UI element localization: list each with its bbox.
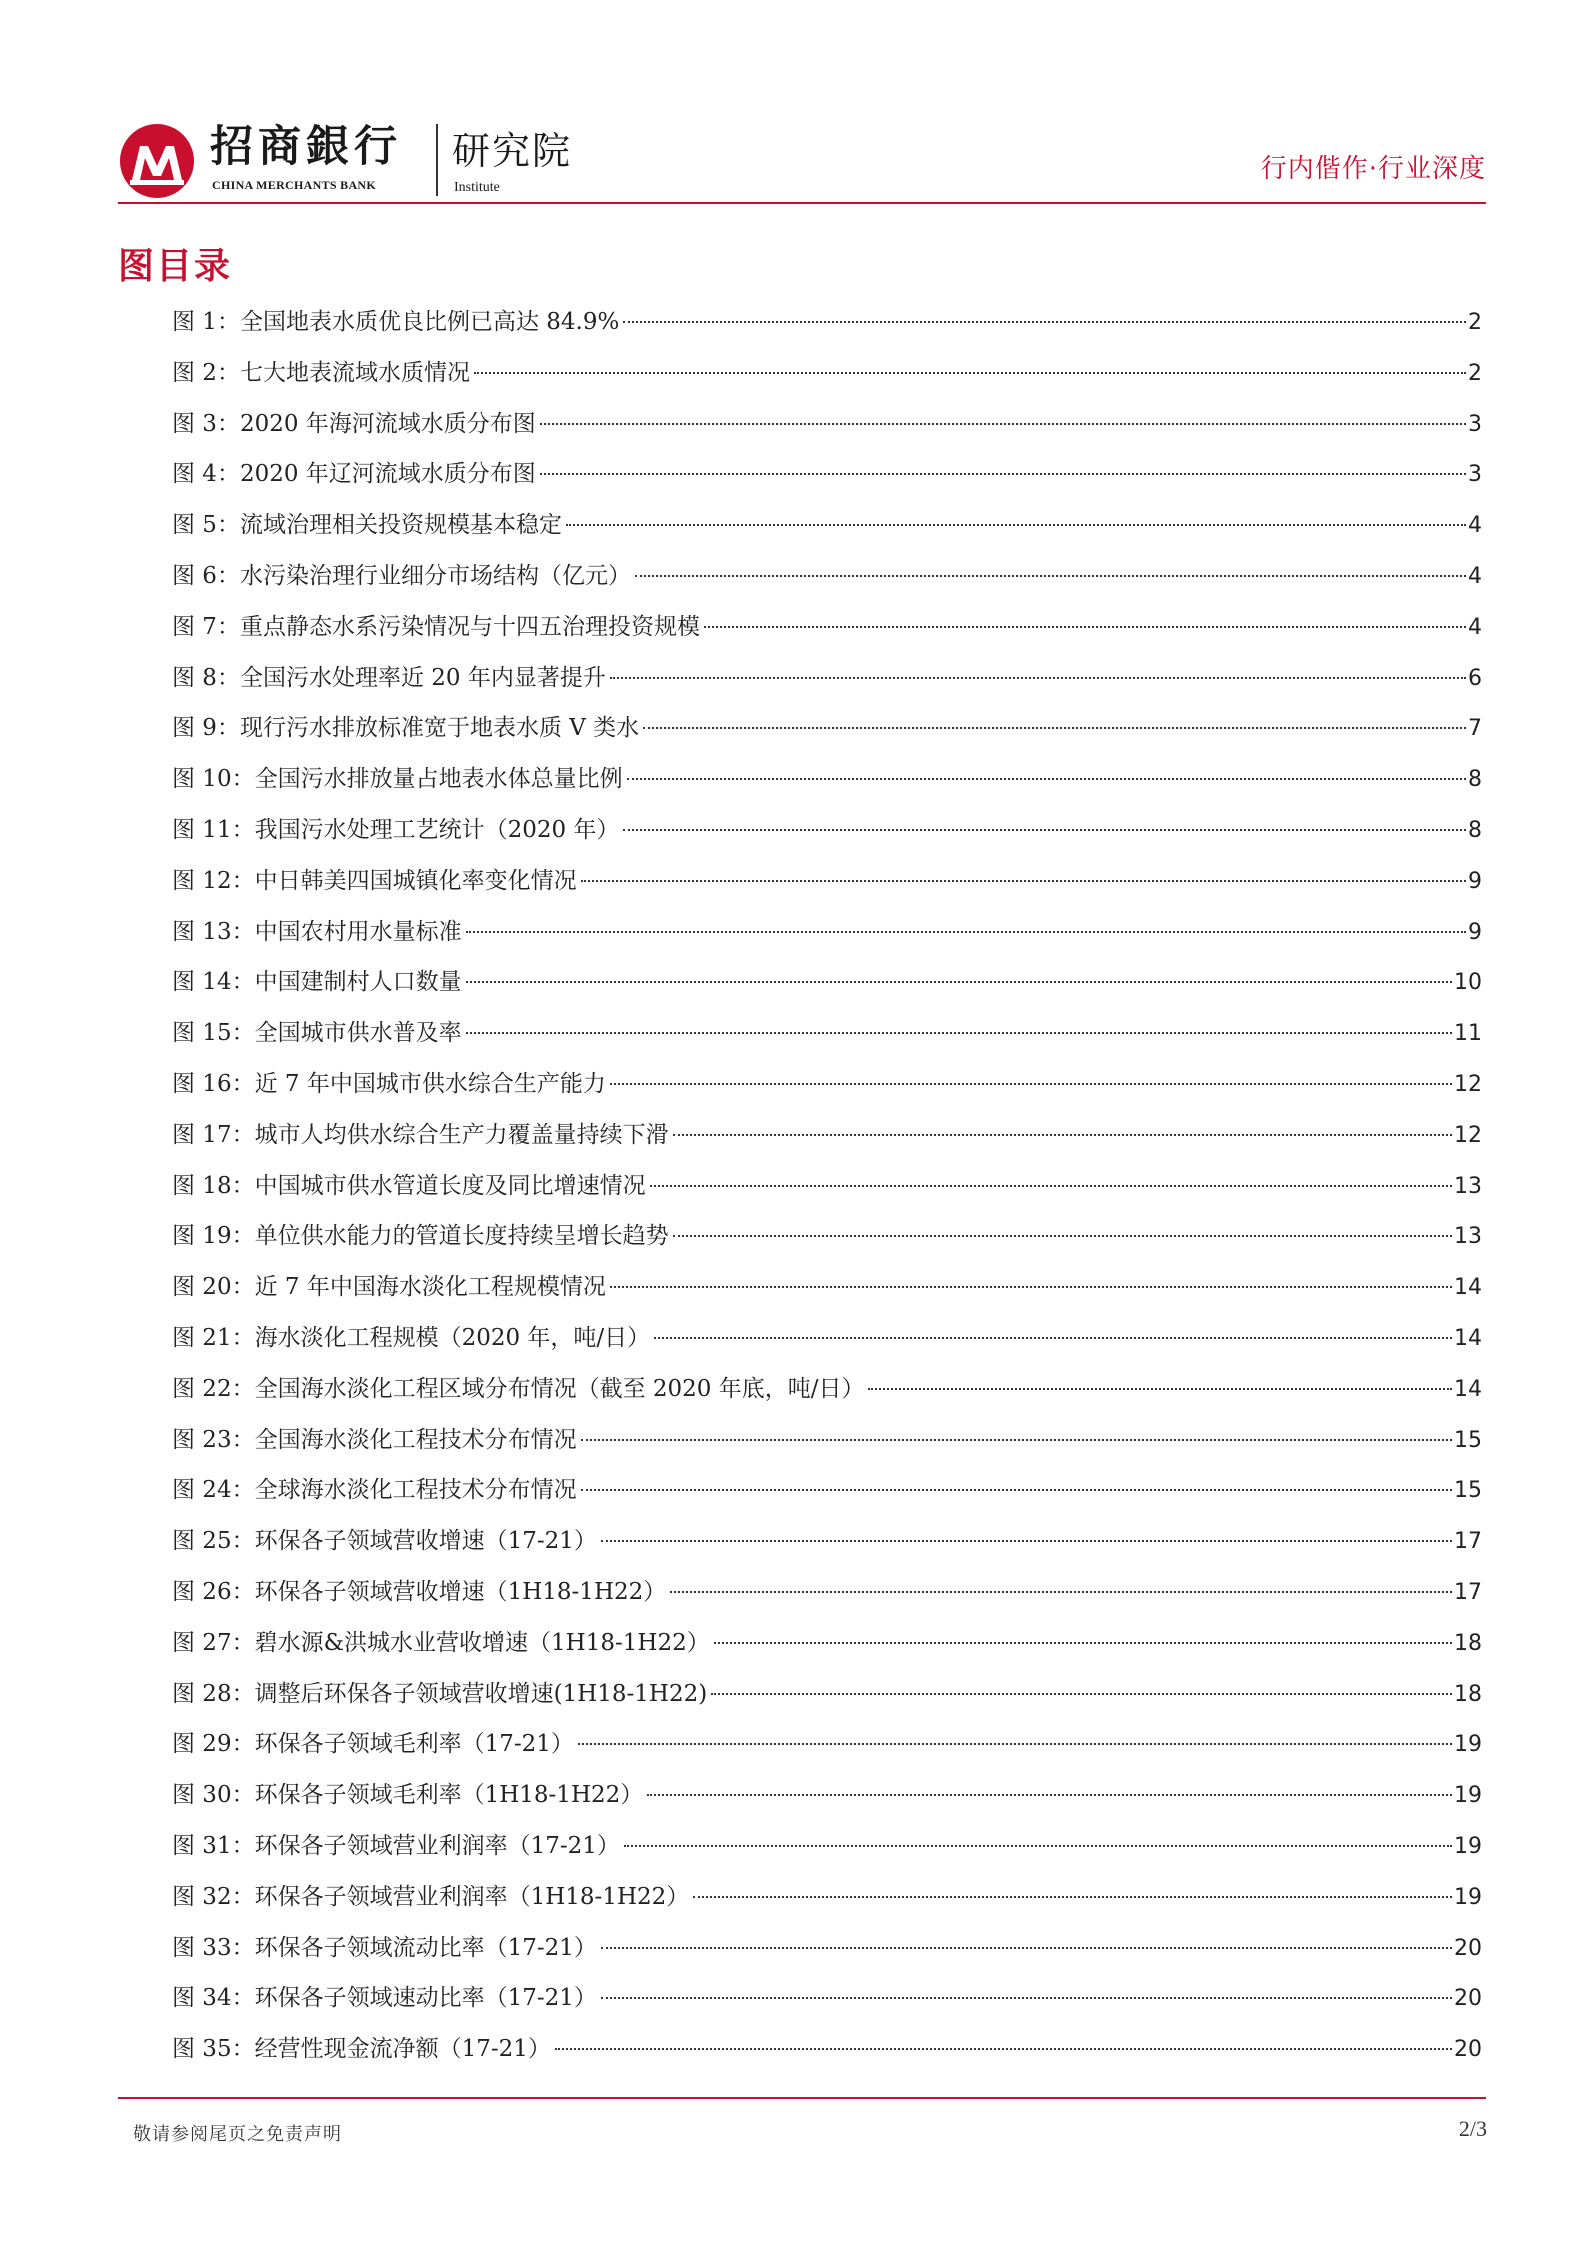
toc-entry-label: 图 20：近 7 年中国海水淡化工程规模情况: [172, 1274, 606, 1301]
toc-entry-label: 图 25：环保各子领域营收增速（17-21）: [172, 1528, 597, 1555]
toc-entry-page: 14: [1454, 1275, 1482, 1301]
toc-entry[interactable]: [172, 1829, 1482, 1880]
toc-entry-page: 14: [1454, 1325, 1482, 1351]
toc-entry-label: 图 16：近 7 年中国城市供水综合生产能力: [172, 1070, 606, 1097]
toc-entry-page: 19: [1454, 1884, 1482, 1910]
toc-entry[interactable]: [172, 1473, 1482, 1524]
toc-leader-dots: [581, 1439, 1452, 1441]
toc-leader-dots: [868, 1388, 1452, 1390]
toc-entry-page: 17: [1454, 1529, 1482, 1555]
toc-entry[interactable]: [172, 2032, 1482, 2083]
toc-entry-label: 图 19：单位供水能力的管道长度持续呈增长趋势: [172, 1223, 669, 1250]
toc-entry-page: 3: [1468, 462, 1482, 488]
toc-entry-page: 6: [1468, 665, 1482, 691]
page-indicator: 2/3: [1458, 2116, 1487, 2141]
toc-entry-page: 14: [1454, 1376, 1482, 1402]
toc-entry-page: 19: [1454, 1833, 1482, 1859]
toc-entry-page: 20: [1454, 1935, 1482, 1961]
toc-entry-label: 图 32：环保各子领域营业利润率（1H18-1H22）: [172, 1883, 690, 1910]
toc-leader-dots: [610, 1286, 1452, 1288]
institute-name-cn: 研究院: [452, 129, 573, 173]
figure-toc-list: [172, 305, 1482, 2083]
toc-entry-page: 8: [1468, 817, 1482, 843]
toc-entry-page: 12: [1454, 1071, 1482, 1097]
toc-entry[interactable]: [172, 864, 1482, 915]
toc-entry[interactable]: [172, 356, 1482, 407]
toc-leader-dots: [610, 1083, 1452, 1085]
toc-leader-dots: [711, 1693, 1452, 1695]
toc-entry-page: 7: [1468, 716, 1482, 742]
toc-entry-page: 4: [1468, 513, 1482, 539]
toc-entry-label: 图 18：中国城市供水管道长度及同比增速情况: [172, 1172, 646, 1199]
toc-entry[interactable]: [172, 407, 1482, 458]
toc-leader-dots: [635, 575, 1466, 577]
toc-entry-page: 2: [1468, 360, 1482, 386]
toc-entry-page: 8: [1468, 767, 1482, 793]
toc-entry-label: 图 1：全国地表水质优良比例已高达 84.9%: [172, 309, 620, 335]
toc-entry-page: 11: [1454, 1021, 1482, 1047]
toc-leader-dots: [466, 1032, 1452, 1034]
toc-entry[interactable]: [172, 1931, 1482, 1982]
toc-leader-dots: [601, 1947, 1452, 1949]
toc-leader-dots: [466, 981, 1452, 983]
toc-entry-label: 图 29：环保各子领域毛利率（17-21）: [172, 1731, 574, 1758]
toc-entry[interactable]: [172, 1016, 1482, 1067]
toc-entry-page: 10: [1454, 970, 1482, 996]
toc-entry[interactable]: [172, 1677, 1482, 1728]
toc-entry[interactable]: [172, 661, 1482, 712]
toc-entry[interactable]: [172, 1321, 1482, 1372]
toc-entry[interactable]: [172, 915, 1482, 966]
toc-entry[interactable]: [172, 1981, 1482, 2032]
toc-entry-page: 15: [1454, 1427, 1482, 1453]
toc-leader-dots: [647, 1794, 1452, 1796]
toc-entry[interactable]: [172, 762, 1482, 813]
toc-entry[interactable]: [172, 1423, 1482, 1474]
toc-leader-dots: [466, 931, 1466, 933]
toc-entry-page: 20: [1454, 1986, 1482, 2012]
toc-leader-dots: [623, 321, 1466, 323]
toc-leader-dots: [578, 1743, 1452, 1745]
toc-entry-label: 图 27：碧水源&洪城水业营收增速（1H18-1H22）: [172, 1629, 710, 1656]
toc-entry-page: 13: [1454, 1173, 1482, 1199]
toc-entry-label: 图 6：水污染治理行业细分市场结构（亿元）: [172, 562, 631, 589]
toc-entry-label: 图 11：我国污水处理工艺统计（2020 年）: [172, 816, 620, 843]
toc-entry-page: 2: [1468, 310, 1482, 335]
toc-entry[interactable]: [172, 1067, 1482, 1118]
toc-leader-dots: [673, 1235, 1452, 1237]
toc-entry-page: 19: [1454, 1732, 1482, 1758]
toc-leader-dots: [581, 1489, 1452, 1491]
toc-entry[interactable]: [172, 1169, 1482, 1220]
toc-entry-label: 图 15：全国城市供水普及率: [172, 1020, 462, 1047]
toc-leader-dots: [566, 524, 1466, 526]
toc-entry-page: 18: [1454, 1681, 1482, 1707]
toc-entry[interactable]: [172, 1727, 1482, 1778]
toc-entry-label: 图 10：全国污水排放量占地表水体总量比例: [172, 766, 623, 793]
report-type-tag: 行内偕作·行业深度: [1260, 154, 1486, 184]
footer-rule: [118, 2097, 1486, 2099]
toc-entry[interactable]: [172, 1270, 1482, 1321]
toc-entry-page: 20: [1454, 2037, 1482, 2063]
toc-entry-page: 12: [1454, 1122, 1482, 1148]
toc-leader-dots: [624, 1845, 1452, 1847]
header-separator: [436, 124, 438, 196]
toc-entry[interactable]: [172, 559, 1482, 610]
toc-leader-dots: [654, 1337, 1452, 1339]
toc-entry-label: 图 12：中日韩美四国城镇化率变化情况: [172, 867, 577, 894]
toc-entry-page: 13: [1454, 1224, 1482, 1250]
toc-entry-page: 9: [1468, 919, 1482, 945]
toc-entry-label: 图 26：环保各子领域营收增速（1H18-1H22）: [172, 1578, 667, 1605]
toc-entry-label: 图 22：全国海水淡化工程区域分布情况（截至 2020 年底，吨/日）: [172, 1375, 865, 1402]
toc-entry-page: 3: [1468, 411, 1482, 437]
toc-entry-label: 图 24：全球海水淡化工程技术分布情况: [172, 1477, 577, 1504]
toc-leader-dots: [581, 880, 1466, 882]
toc-entry[interactable]: [172, 813, 1482, 864]
toc-entry[interactable]: [172, 457, 1482, 508]
bank-name-en: CHINA MERCHANTS BANK: [212, 178, 377, 192]
toc-entry-page: 15: [1454, 1478, 1482, 1504]
toc-entry-label: 图 9：现行污水排放标准宽于地表水质 V 类水: [172, 715, 640, 742]
toc-entry-page: 4: [1468, 563, 1482, 589]
toc-entry-page: 19: [1454, 1783, 1482, 1809]
toc-entry-label: 图 7：重点静态水系污染情况与十四五治理投资规模: [172, 613, 700, 640]
toc-leader-dots: [474, 372, 1466, 374]
toc-leader-dots: [670, 1591, 1452, 1593]
toc-entry[interactable]: [172, 610, 1482, 661]
toc-leader-dots: [601, 1997, 1452, 1999]
toc-entry-label: 图 33：环保各子领域流动比率（17-21）: [172, 1934, 597, 1961]
toc-entry[interactable]: [172, 1524, 1482, 1575]
toc-leader-dots: [540, 473, 1466, 475]
toc-entry-label: 图 28：调整后环保各子领域营收增速(1H18-1H22): [172, 1680, 708, 1707]
toc-entry-label: 图 5：流域治理相关投资规模基本稳定: [172, 512, 562, 539]
toc-leader-dots: [693, 1896, 1452, 1898]
toc-leader-dots: [555, 2048, 1452, 2050]
toc-entry-label: 图 30：环保各子领域毛利率（1H18-1H22）: [172, 1782, 644, 1809]
toc-entry-label: 图 17：城市人均供水综合生产力覆盖量持续下滑: [172, 1121, 669, 1148]
header-rule: [118, 202, 1486, 204]
toc-entry[interactable]: [172, 1880, 1482, 1931]
toc-leader-dots: [704, 626, 1466, 628]
toc-entry[interactable]: [172, 1118, 1482, 1169]
toc-entry-label: 图 2：七大地表流域水质情况: [172, 359, 470, 386]
toc-leader-dots: [673, 1134, 1452, 1136]
toc-entry-page: 17: [1454, 1579, 1482, 1605]
toc-entry-page: 4: [1468, 614, 1482, 640]
toc-leader-dots: [643, 727, 1466, 729]
toc-entry-label: 图 31：环保各子领域营业利润率（17-21）: [172, 1832, 620, 1859]
toc-leader-dots: [714, 1642, 1452, 1644]
toc-entry-label: 图 23：全国海水淡化工程技术分布情况: [172, 1426, 577, 1453]
toc-entry-page: 18: [1454, 1630, 1482, 1656]
toc-leader-dots: [623, 829, 1466, 831]
toc-entry[interactable]: [172, 508, 1482, 559]
toc-entry[interactable]: [172, 1575, 1482, 1626]
toc-entry[interactable]: [172, 1372, 1482, 1423]
toc-entry[interactable]: [172, 965, 1482, 1016]
toc-leader-dots: [540, 423, 1466, 425]
toc-title: 图目录: [118, 246, 233, 287]
footer-disclaimer: 敬请参阅尾页之免责声明: [133, 2124, 342, 2145]
toc-entry-label: 图 4：2020 年辽河流域水质分布图: [172, 461, 536, 488]
institute-name-en: Institute: [454, 180, 500, 195]
toc-leader-dots: [610, 677, 1466, 679]
cmb-logo-icon: [118, 122, 196, 200]
toc-leader-dots: [601, 1540, 1452, 1542]
toc-entry-label: 图 21：海水淡化工程规模（2020 年，吨/日）: [172, 1324, 651, 1351]
toc-entry-label: 图 13：中国农村用水量标准: [172, 918, 462, 945]
toc-entry[interactable]: [172, 305, 1482, 356]
toc-leader-dots: [627, 778, 1466, 780]
toc-entry[interactable]: [172, 1778, 1482, 1829]
toc-entry[interactable]: [172, 711, 1482, 762]
bank-name-cn: 招商銀行: [210, 122, 402, 172]
page-header: [118, 118, 1486, 200]
toc-entry-label: 图 35：经营性现金流净额（17-21）: [172, 2036, 551, 2063]
toc-leader-dots: [650, 1185, 1452, 1187]
toc-entry-label: 图 8：全国污水处理率近 20 年内显著提升: [172, 664, 606, 691]
toc-entry-label: 图 34：环保各子领域速动比率（17-21）: [172, 1985, 597, 2012]
toc-entry-label: 图 3：2020 年海河流域水质分布图: [172, 410, 536, 437]
toc-entry-label: 图 14：中国建制村人口数量: [172, 969, 462, 996]
toc-entry[interactable]: [172, 1219, 1482, 1270]
toc-entry-page: 9: [1468, 868, 1482, 894]
toc-entry[interactable]: [172, 1626, 1482, 1677]
